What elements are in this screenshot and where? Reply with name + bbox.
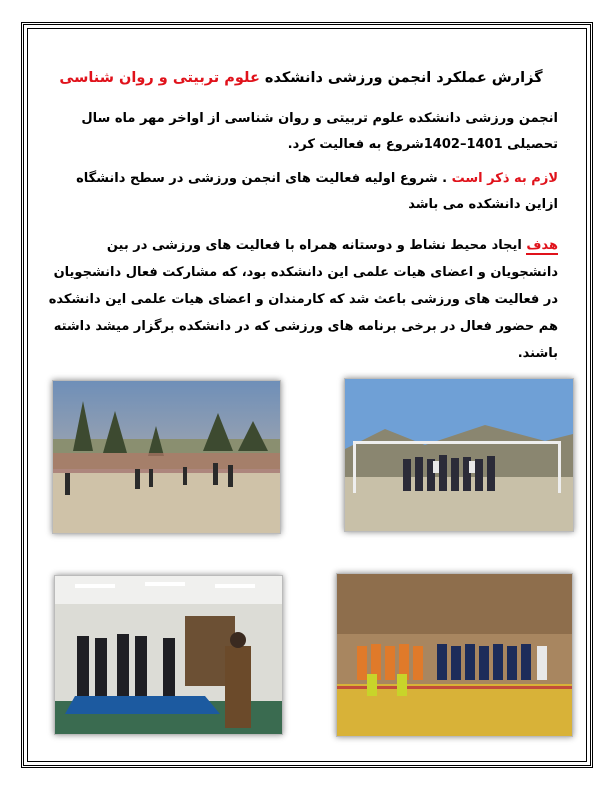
report-title-prefix: گزارش عملکرد انجمن ورزشی دانشکده	[259, 70, 543, 86]
goal-paragraph	[44, 232, 558, 367]
note-paragraph	[44, 166, 558, 218]
goal-label: هدف	[526, 238, 558, 253]
note-label: لازم به ذکر است	[451, 171, 558, 186]
outdoor-team-group-photo	[344, 378, 574, 532]
intro-paragraph: انجمن ورزشی دانشکده علوم تربیتی و روان شناسی از اواخر مهر ماه سال تحصیلی 1401–1402شروع به فعالیت کرد.	[81, 111, 558, 152]
goal-text: ایجاد محیط نشاط و دوستانه همراه با فعالیت های ورزشی در بین دانشجویان و اعضای هیات علمی این دانشکده بود، که مشارکت فعال دانشجویان در فعالیت های ورزشی باعث شد که کارمندان و اعضای هیات علمی این دانشکده هم حضور فعال در برخی برنامه های ورزشی که در دانشکده برگزار میشد داشته باشند.	[48, 238, 558, 361]
note-text: . شروع اولیه فعالیت های انجمن ورزشی در سطح دانشگاه ازاین دانشکده می باشد	[76, 171, 558, 212]
table-tennis-photo	[54, 575, 283, 735]
report-title-highlight: علوم تربیتی و روان شناسی	[59, 70, 260, 86]
indoor-futsal-teams-photo	[336, 573, 573, 737]
outdoor-football-game-photo	[52, 380, 281, 534]
report-title	[44, 66, 558, 90]
